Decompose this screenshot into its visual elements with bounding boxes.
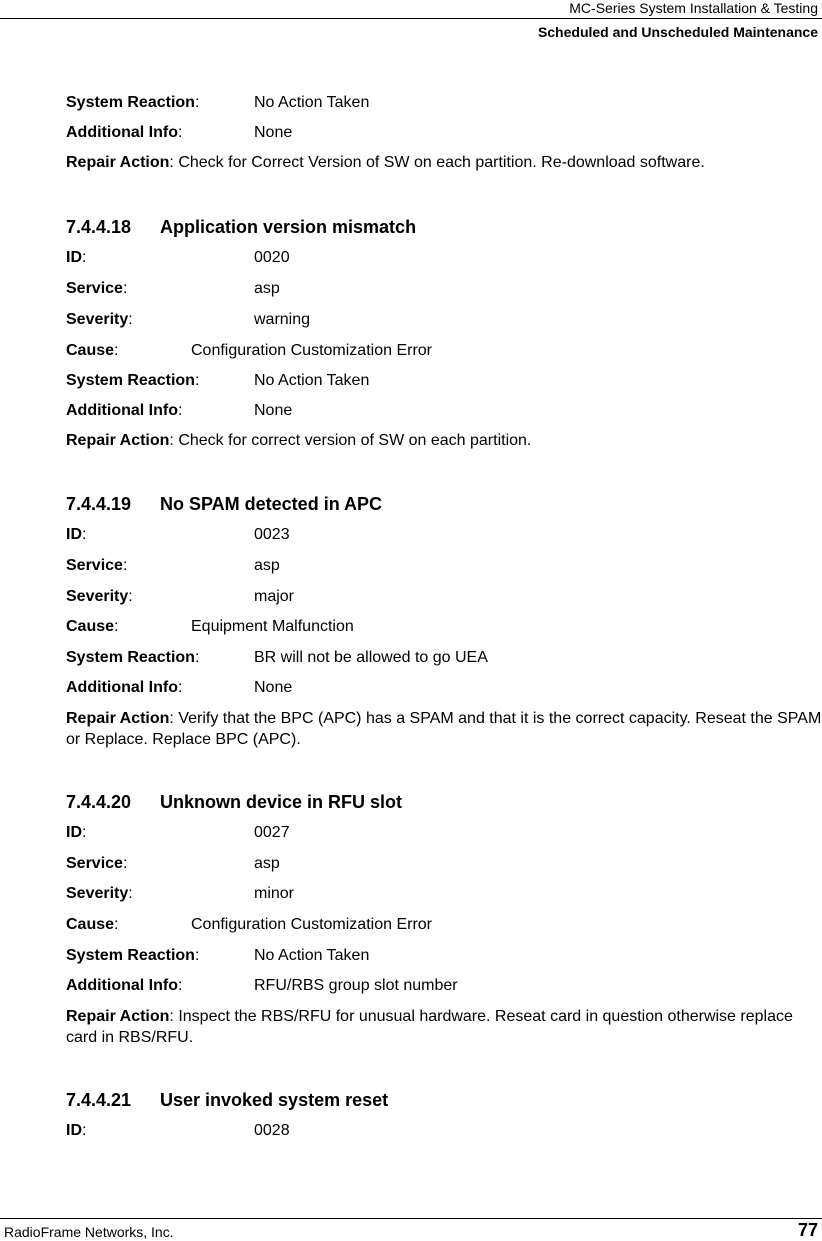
field-severity: Severity: [66, 885, 133, 902]
field-repair-action: Repair Action: Verify that the BPC (APC) has a SPAM and that it is the correct capacity. Reseat the SPAM or Replace. Replace BPC (APC). [66, 710, 822, 748]
header-subtitle: Scheduled and Unscheduled Maintenance [537, 24, 818, 40]
header-rule [0, 18, 822, 19]
value-cause: Equipment Malfunction [191, 618, 354, 635]
field-repair-action: Repair Action: Check for Correct Version of SW on each partition. Re-download software. [66, 154, 705, 171]
field-service: Service: [66, 557, 128, 574]
value-system-reaction: No Action Taken [254, 947, 370, 964]
value-service: asp [254, 280, 280, 297]
field-id: ID: [66, 526, 87, 543]
field-additional-info: Additional Info: [66, 977, 183, 994]
section-heading: 7.4.4.18 Application version mismatch [66, 217, 417, 237]
field-system-reaction: System Reaction: [66, 94, 200, 111]
field-id: ID: [66, 824, 87, 841]
value-repair-action: Check for Correct Version of SW on each partition. Re-download software. [178, 154, 705, 171]
value-id: 0020 [254, 249, 290, 266]
value-cause: Configuration Customization Error [191, 916, 432, 933]
section-heading: 7.4.4.20 Unknown device in RFU slot [66, 792, 403, 812]
field-additional-info: Additional Info: [66, 124, 183, 141]
value-repair-action: Check for correct version of SW on each partition. [178, 432, 532, 449]
field-repair-action: Repair Action: Check for correct version of SW on each partition. [66, 432, 532, 449]
field-severity: Severity: [66, 588, 133, 605]
footer-company: RadioFrame Networks, Inc. [4, 1224, 174, 1240]
value-service: asp [254, 557, 280, 574]
field-additional-info: Additional Info: [66, 402, 183, 419]
field-id: ID: [66, 1122, 87, 1139]
field-severity: Severity: [66, 311, 133, 328]
header-title: MC-Series System Installation & Testing [569, 0, 818, 16]
field-service: Service: [66, 855, 128, 872]
value-additional-info: None [254, 679, 293, 696]
value-severity: minor [254, 885, 295, 902]
section-heading: 7.4.4.21 User invoked system reset [66, 1090, 389, 1110]
field-system-reaction: System Reaction: [66, 372, 200, 389]
field-cause: Cause: [66, 342, 119, 359]
value-additional-info: RFU/RBS group slot number [254, 977, 458, 994]
value-id: 0027 [254, 824, 290, 841]
field-id: ID: [66, 249, 87, 266]
field-additional-info: Additional Info: [66, 679, 183, 696]
value-additional-info: None [254, 402, 293, 419]
value-repair-action: Verify that the BPC (APC) has a SPAM and that it is the correct capacity. Reseat the SPAM or Replace. Replace BPC (APC). [66, 710, 822, 748]
field-cause: Cause: [66, 618, 119, 635]
field-service: Service: [66, 280, 128, 297]
field-system-reaction: System Reaction: [66, 947, 200, 964]
value-severity: warning [254, 311, 311, 328]
value-repair-action: Inspect the RBS/RFU for unusual hardware. Reseat card in question otherwise replace card in RBS/RFU. [66, 1008, 793, 1046]
field-cause: Cause: [66, 916, 119, 933]
value-id: 0023 [254, 526, 290, 543]
value-system-reaction: No Action Taken [254, 372, 370, 389]
value-id: 0028 [254, 1122, 290, 1139]
value-additional-info: None [254, 124, 293, 141]
value-system-reaction: No Action Taken [254, 94, 370, 111]
value-cause: Configuration Customization Error [191, 342, 432, 359]
field-repair-action: Repair Action: Inspect the RBS/RFU for unusual hardware. Reseat card in question otherwise replace card in RBS/RFU. [66, 1008, 793, 1046]
page-number: 77 [797, 1220, 818, 1240]
value-service: asp [254, 855, 280, 872]
footer-rule [0, 1218, 822, 1219]
value-system-reaction: BR will not be allowed to go UEA [254, 649, 488, 666]
section-heading: 7.4.4.19 No SPAM detected in APC [66, 494, 383, 514]
value-severity: major [254, 588, 295, 605]
field-system-reaction: System Reaction: [66, 649, 200, 666]
